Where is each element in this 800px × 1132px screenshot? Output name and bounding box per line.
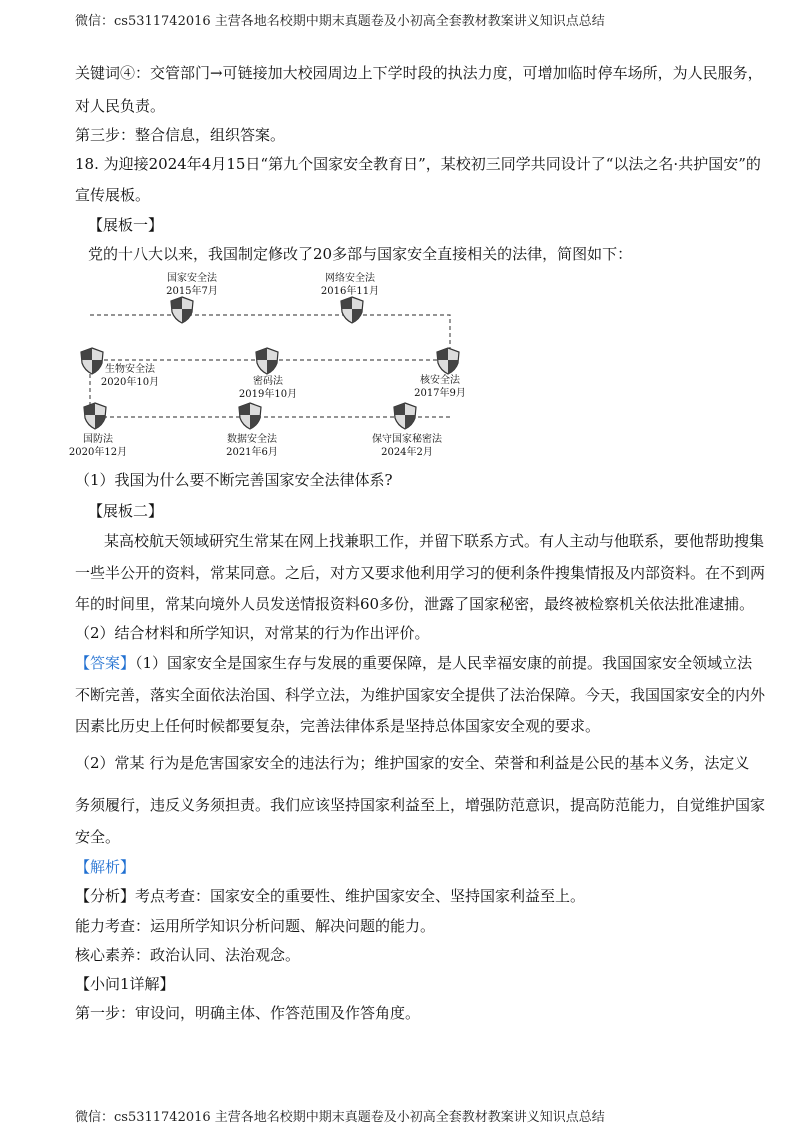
law-timeline-diagram (70, 265, 480, 457)
shield-icon (256, 348, 278, 374)
analysis-line: 【分析】考点考查：国家安全的重要性、维护国家安全、坚持国家利益至上。 (75, 887, 586, 905)
analysis-line: 核心素养：政治认同、法治观念。 (75, 946, 301, 964)
shield-icon (171, 297, 193, 323)
shield-icon (341, 297, 363, 323)
answer-line: 因素比历史上任何时候都要复杂，完善法律体系是坚持总体国家安全观的要求。 (75, 717, 601, 735)
question-2: （2）结合材料和所学知识，对常某的行为作出评价。 (75, 624, 430, 642)
question-18: 18. 为迎接2024年4月15日“第九个国家安全教育日”，某校初三同学共同设计了“以法之名·共护国安”的 (75, 155, 761, 173)
timeline-label: 网络安全法 2016年11月 (320, 273, 380, 297)
timeline-label: 国防法 2020年12月 (68, 434, 128, 458)
material-line: 某高校航天领域研究生常某在网上找兼职工作，并留下联系方式。有人主动与他联系，要他帮助搜集 (104, 532, 765, 550)
material-line: 一些半公开的资料，常某同意。之后，对方又要求他利用学习的便利条件搜集情报及内部资料。在不到两 (75, 564, 766, 582)
timeline-label: 密码法 2019年10月 (238, 376, 298, 400)
subquestion-title: 【小问1详解】 (75, 975, 175, 993)
page-header: 微信：cs5311742016 主营各地名校期中期末真题卷及小初高全套教材教案讲义知识点总结 (75, 14, 605, 29)
text-line: 宣传展板。 (75, 186, 151, 204)
analysis-line: 第一步：审设问，明确主体、作答范围及作答角度。 (75, 1004, 421, 1022)
shield-icon (437, 348, 459, 374)
page-footer: 微信：cs5311742016 主营各地名校期中期末真题卷及小初高全套教材教案讲义知识点总结 (75, 1110, 605, 1125)
text-line: 对人民负责。 (75, 97, 166, 115)
answer-line: 【答案】（1）国家安全是国家生存与发展的重要保障，是人民幸福安康的前提。我国国家安全领域立法 (75, 654, 753, 672)
analysis-line: 能力考查：运用所学知识分析问题、解决问题的能力。 (75, 917, 436, 935)
answer-tag: 【答案】 (75, 654, 136, 672)
shield-icon (394, 403, 416, 429)
shield-icon (239, 403, 261, 429)
material-line: 年的时间里，常某向境外人员发送情报资料60多份，泄露了国家秘密，最终被检察机关依法批准逮捕。 (75, 595, 755, 613)
timeline-label: 国家安全法 2015年7月 (166, 273, 218, 297)
answer-line: 安全。 (75, 828, 121, 846)
timeline-label: 数据安全法 2021年6月 (226, 434, 278, 458)
timeline-label: 生物安全法 2020年10月 (100, 364, 160, 388)
answer-line: 务须履行，违反义务须担责。我们应该坚持国家利益至上，增强防范意识，提高防范能力，自觉维护国家 (75, 796, 766, 814)
question-1: （1）我国为什么要不断完善国家安全法律体系? (75, 471, 393, 489)
answer-line: （2）常某 行为是危害国家安全的违法行为；维护国家的安全、荣誉和利益是公民的基本义务，法定义 (75, 754, 750, 772)
text-line: 第三步：整合信息，组织答案。 (75, 126, 286, 144)
panel-one-title: 【展板一】 (88, 216, 164, 234)
timeline-label: 保守国家秘密法 2024年2月 (372, 434, 442, 458)
answer-line: 不断完善，落实全面依法治国、科学立法，为维护国家安全提供了法治保障。今天，我国国家安全的内外 (75, 686, 766, 704)
analysis-tag: 【解析】 (75, 858, 136, 876)
shield-icon (84, 403, 106, 429)
shield-icon (81, 348, 103, 374)
text-line: 关键词④：交管部门→可链接加大校园周边上下学时段的执法力度，可增加临时停车场所，为人民服务， (75, 64, 763, 82)
panel-two-title: 【展板二】 (88, 502, 164, 520)
timeline-label: 核安全法 2017年9月 (414, 375, 466, 399)
panel-one-intro: 党的十八大以来，我国制定修改了20多部与国家安全直接相关的法律，简图如下： (88, 245, 633, 263)
